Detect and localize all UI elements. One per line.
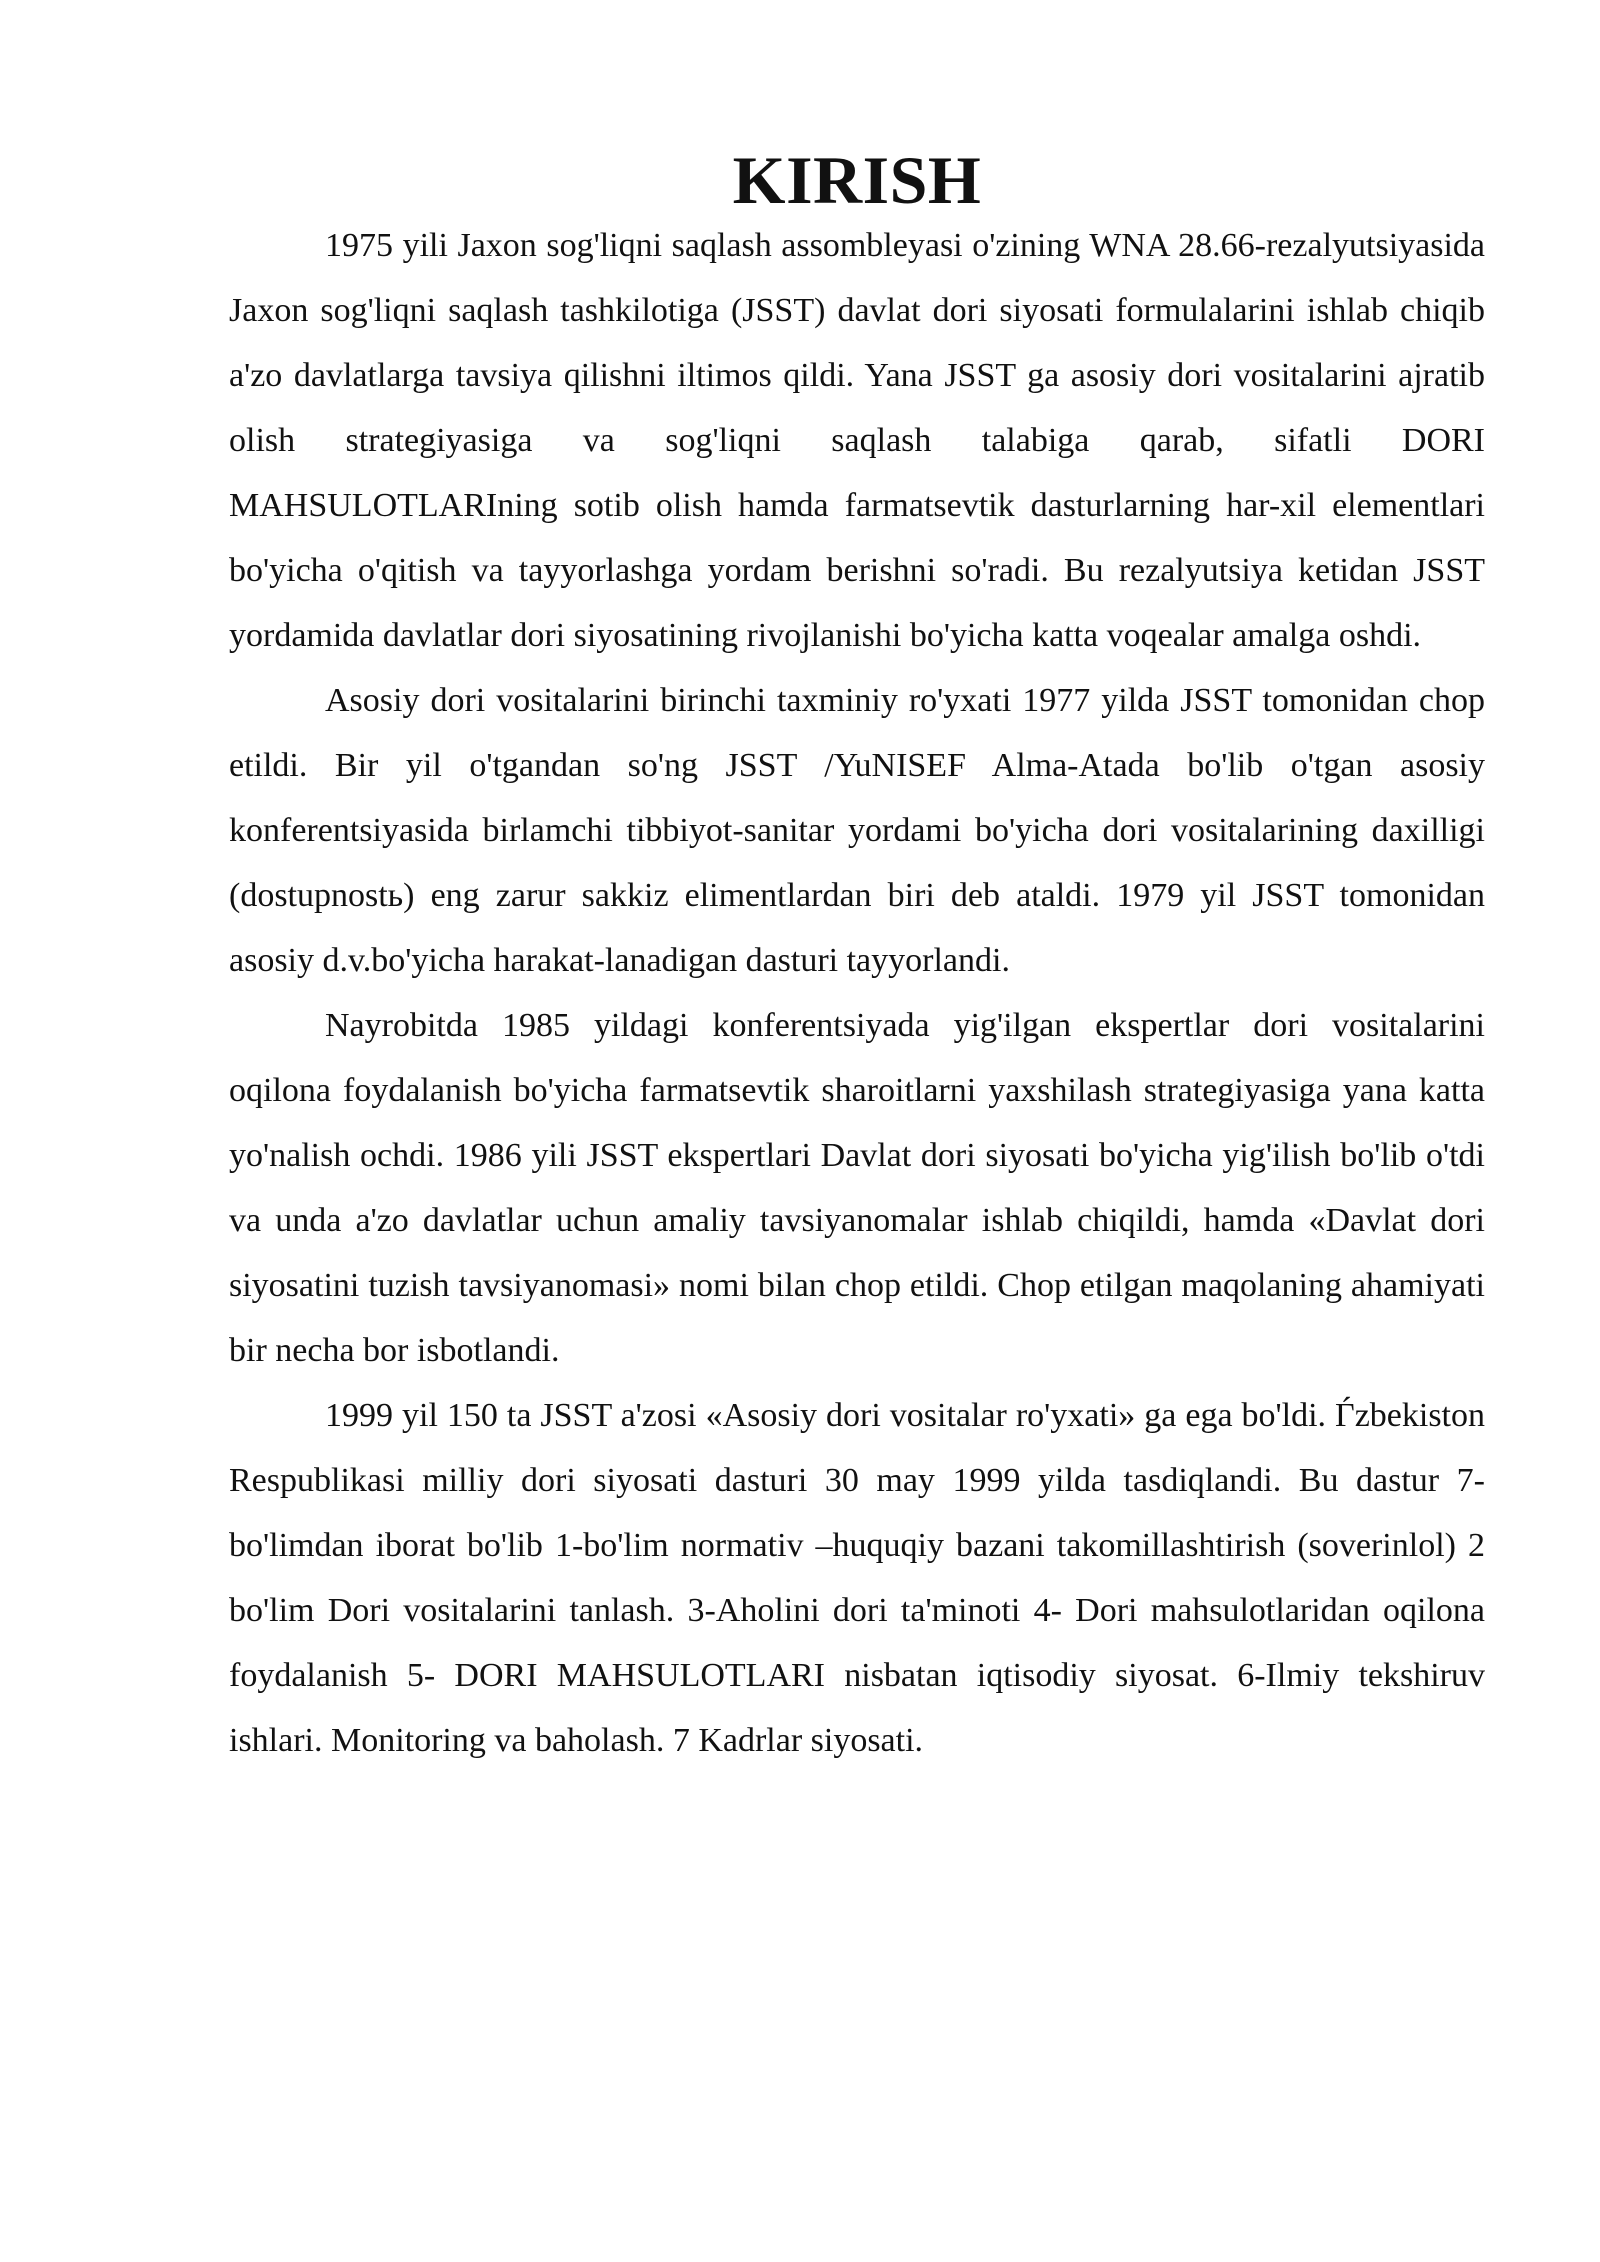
paragraph-3: Nayrobitda 1985 yildagi konferentsiyada yig'ilgan ekspertlar dori vositalarini oqilona foydalanish bo'yicha farmatsevtik sharoitlarni yaxshilash strategiyasiga yana katta yo'nalish ochdi. 1986 yili JSST ekspertlari Davlat dori siyosati bo'yicha yig'ilish bo'lib o'tdi va unda a'zo davlatlar uchun amaliy tavsiyanomalar ishlab chiqildi, hamda «Davlat dori siyosatini tuzish tavsiyanomasi» nomi bilan chop etildi. Chop etilgan maqolaning ahamiyati bir necha bor isbotlandi.: [229, 1007, 1485, 1369]
paragraph-4: 1999 yil 150 ta JSST a'zosi «Asosiy dori vositalar ro'yxati» ga ega bo'ldi. Ѓzbekiston Respublikasi milliy dori siyosati dasturi 30 may 1999 yilda tasdiqlandi. Bu dastur 7-bo'limdan iborat bo'lib 1-bo'lim normativ –huquqiy bazani takomillashtirish (soverinlol) 2 bo'lim Dori vositalarini tanlash. 3-Aholini dori ta'minoti 4- Dori mahsulotlaridan oqilona foydalanish 5- DORI MAHSULOTLARI nisbatan iqtisodiy siyosat. 6-Ilmiy tekshiruv ishlari. Monitoring va baholash. 7 Kadrlar siyosati.: [229, 1397, 1485, 1759]
document-body: [229, 142, 1485, 1773]
page-title: KIRISH: [732, 142, 982, 218]
paragraph-2: Asosiy dori vositalarini birinchi taxminiy ro'yxati 1977 yilda JSST tomonidan chop etildi. Bir yil o'tgandan so'ng JSST /YuNISEF Alma-Atada bo'lib o'tgan asosiy konferentsiyasida birlamchi tibbiyot-sanitar yordami bo'yicha dori vositalarining daxilligi (dostupnostь) eng zarur sakkiz elimentlardan biri deb ataldi. 1979 yil JSST tomonidan asosiy d.v.bo'yicha harakat-lanadigan dasturi tayyorlandi.: [229, 682, 1485, 979]
paragraph-1: 1975 yili Jaxon sog'liqni saqlash assombleyasi o'zining WNA 28.66-rezalyutsiyasida Jaxon sog'liqni saqlash tashkilotiga (JSST) davlat dori siyosati formulalarini ishlab chiqib a'zo davlatlarga tavsiya qilishni iltimos qildi. Yana JSST ga asosiy dori vositalarini ajratib olish strategiyasiga va sog'liqni saqlash talabiga qarab, sifatli DORI MAHSULOTLARIning sotib olish hamda farmatsevtik dasturlarning har-xil elementlari bo'yicha o'qitish va tayyorlashga yordam berishni so'radi. Bu rezalyutsiya ketidan JSST yordamida davlatlar dori siyosatining rivojlanishi bo'yicha katta voqealar amalga oshdi.: [229, 227, 1485, 654]
